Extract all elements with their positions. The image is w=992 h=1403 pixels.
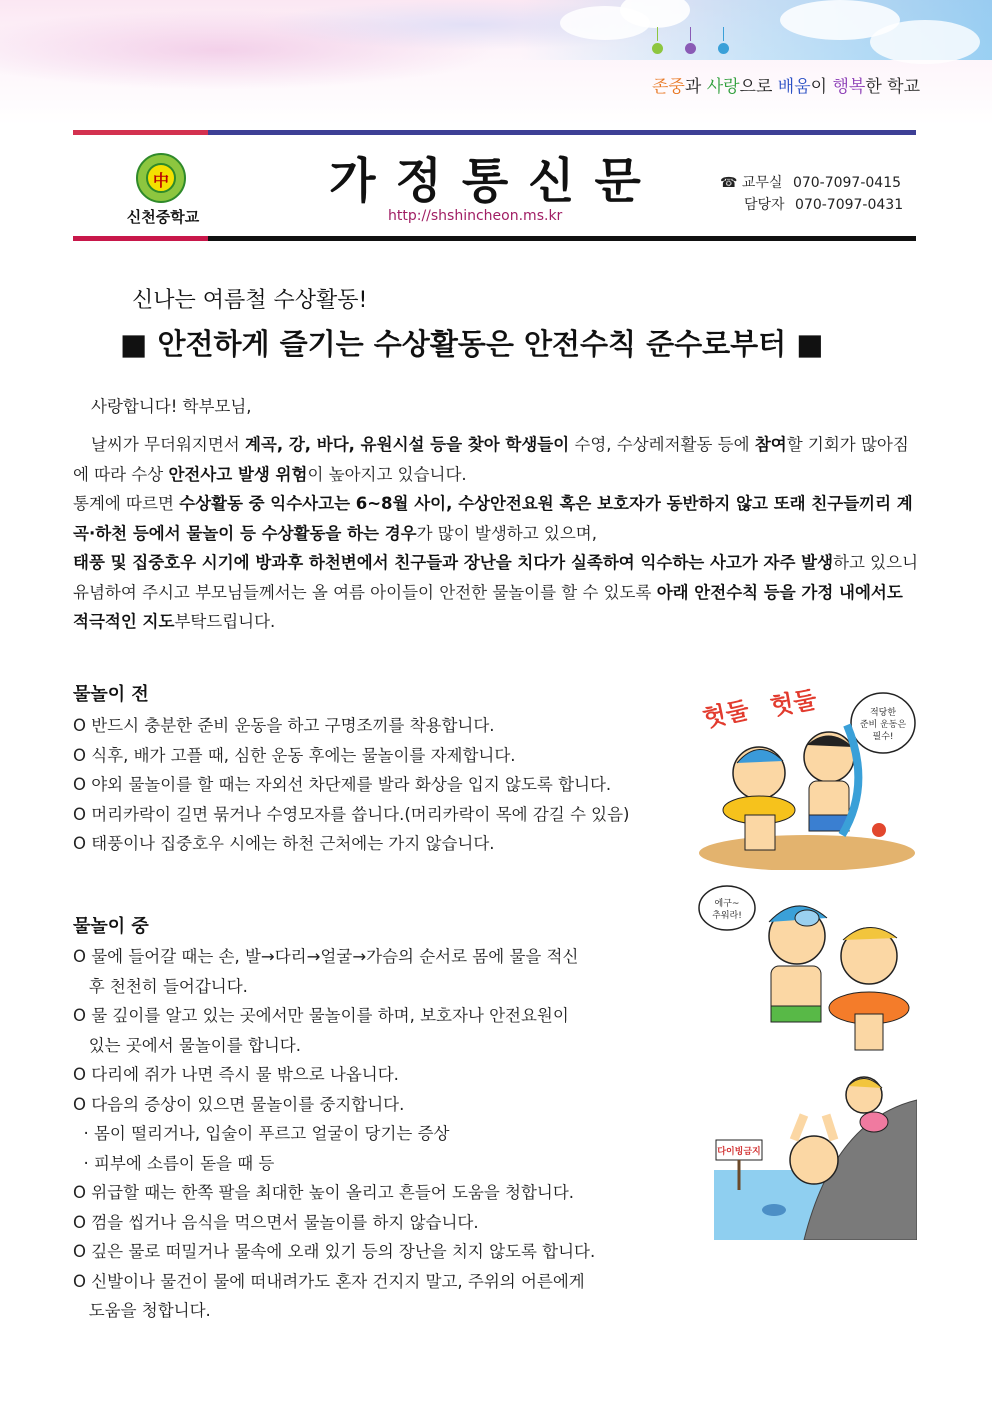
list-item: O 다음의 증상이 있으면 물놀이를 중지합니다. xyxy=(73,1094,405,1114)
page-title: 가정통신문 xyxy=(329,153,661,209)
during-list xyxy=(73,942,595,1326)
header-top-rule xyxy=(73,130,916,135)
list-item: · 몸이 떨리거나, 입술이 푸르고 얼굴이 당기는 증상 xyxy=(73,1124,450,1143)
svg-text:적당한: 적당한 xyxy=(869,708,897,718)
list-item: O 다리에 쥐가 나면 즉시 물 밖으로 나옵니다. xyxy=(73,1065,399,1084)
body-text: 이 높아지고 있습니다. xyxy=(307,464,467,484)
header-bottom-rule xyxy=(73,236,916,241)
before-list xyxy=(73,711,629,859)
section-title-before: 물놀이 전 xyxy=(73,684,149,705)
cold-water-illustration xyxy=(697,878,917,1056)
intro-paragraph xyxy=(73,430,921,489)
list-item: O 반드시 충분한 준비 운동을 하고 구명조끼를 착용합니다. xyxy=(73,716,495,735)
list-item: O 태풍이나 집중호우 시에는 하천 근처에는 가지 않습니다. xyxy=(73,834,495,853)
list-item: O 야외 물놀이를 할 때는 자외선 차단제를 발라 화상을 입지 않도록 합니다. xyxy=(73,775,612,794)
body-text: 할 기회가 많아짐에 따라 수상 xyxy=(73,435,909,484)
section-title-during: 물놀이 중 xyxy=(73,916,149,937)
headline: ■ 안전하게 즐기는 수상활동은 안전수칙 준수로부터 ■ xyxy=(120,327,824,361)
list-item: O 물에 들어갈 때는 손, 발→다리→얼굴→가슴의 순서로 몸에 물을 적신 xyxy=(73,947,579,966)
diving-illustration xyxy=(714,1060,917,1240)
motto-segment: 이 xyxy=(810,77,833,97)
contact-row xyxy=(720,194,903,216)
body-text: 통계에 따르면 xyxy=(73,494,180,513)
list-item: O 위급할 때는 한쪽 팔을 최대한 높이 올리고 흔들어 도움을 청합니다. xyxy=(73,1183,575,1202)
shout-text: 헛둘 xyxy=(700,695,752,733)
motto-segment: 행복 xyxy=(832,77,866,97)
list-item: O 식후, 배가 고플 때, 심한 운동 후에는 물놀이를 자제합니다. xyxy=(73,745,516,765)
svg-text:에구~: 에구~ xyxy=(714,899,740,909)
contact-row xyxy=(720,172,903,194)
list-item: 있는 곳에서 물놀이를 합니다. xyxy=(73,1035,301,1055)
list-item: 후 천천히 들어갑니다. xyxy=(73,976,248,996)
contact-number: 070-7097-0415 xyxy=(792,175,902,191)
list-item: O 물 깊이를 알고 있는 곳에서만 물놀이를 하며, 보호자나 안전요원이 xyxy=(73,1006,569,1025)
school-name: 신천중학교 xyxy=(126,208,200,226)
greeting: 사랑합니다! 학부모님, xyxy=(91,397,252,416)
emphasis-text: 태풍 및 집중호우 시기에 방과후 하천변에서 친구들과 장난을 치다가 실족하여 익수하는 사고가 자주 발생 xyxy=(73,553,834,572)
school-motto xyxy=(652,72,920,97)
emphasis-text: 안전사고 발생 위험 xyxy=(168,464,308,484)
list-item: O 머리카락이 길면 묶거나 수영모자를 씁니다.(머리카락이 목에 감길 수 있음) xyxy=(73,804,630,824)
body-text: 날씨가 무더워지면서 xyxy=(91,435,245,454)
emphasis-text: 계곡, 강, 바다, 유원시설 등을 찾아 학생들이 xyxy=(244,435,570,454)
shout-text: 헛둘 xyxy=(768,685,819,721)
phone-icon: ☎ xyxy=(720,175,738,191)
list-item: O 신발이나 물건이 물에 떠내려가도 혼자 건지지 말고, 주위의 어른에게 xyxy=(73,1271,585,1291)
contact-info xyxy=(720,172,903,216)
list-item: O 깊은 물로 떠밀거나 물속에 오래 있기 등의 장난을 치지 않도록 합니다. xyxy=(73,1242,596,1261)
contact-number: 070-7097-0431 xyxy=(795,197,904,213)
body-text: 하고 있으니 유념하여 주시고 부모님들께서는 올 여름 아이들이 안전한 물놀이를 할 수 있도록 xyxy=(73,553,919,602)
motto-segment: 으로 xyxy=(739,77,778,97)
svg-text:필수!: 필수! xyxy=(872,732,894,742)
motto-segment: 사랑 xyxy=(706,77,740,97)
warmup-illustration xyxy=(697,685,917,870)
no-diving-sign-text: 다이빙금지 xyxy=(717,1147,761,1157)
motto-segment: 과 xyxy=(684,77,707,97)
motto-segment: 존중 xyxy=(652,77,685,97)
body-text: 가 많이 발생하고 있으며, xyxy=(416,523,597,543)
list-item: O 껌을 씹거나 음식을 먹으면서 물놀이를 하지 않습니다. xyxy=(73,1212,479,1232)
list-item: 도움을 청합니다. xyxy=(73,1301,211,1320)
school-url-link[interactable]: http://shshincheon.ms.kr xyxy=(388,208,563,224)
body-text: 수영, 수상레저활동 등에 xyxy=(569,435,755,454)
motto-segment: 한 학교 xyxy=(865,77,921,97)
school-emblem-icon: 中 xyxy=(136,153,186,203)
contact-label: 교무실 xyxy=(741,175,783,191)
subtitle: 신나는 여름철 수상활동! xyxy=(132,288,368,313)
motto-segment: 배움 xyxy=(777,77,811,97)
body-text: 부탁드립니다. xyxy=(174,612,276,631)
list-item: · 피부에 소름이 돋을 때 등 xyxy=(73,1153,275,1173)
emphasis-text: 아래 안전수칙 등을 가정 내에서도 적극적인 지도 xyxy=(73,582,903,631)
svg-text:준비 운동은: 준비 운동은 xyxy=(859,720,907,730)
contact-label: 담당자 xyxy=(744,197,785,213)
header-background xyxy=(0,0,992,125)
request-paragraph xyxy=(73,548,921,637)
emphasis-text: 참여 xyxy=(754,435,787,454)
statistics-paragraph xyxy=(73,489,921,548)
svg-text:추워라!: 추워라! xyxy=(712,911,742,921)
emphasis-text: 수상활동 중 익수사고는 6~8월 사이, 수상안전요원 혹은 보호자가 동반하지 않고 또래 친구들끼리 계곡·하천 등에서 물놀이 등 수상활동을 하는 경우 xyxy=(73,494,913,543)
